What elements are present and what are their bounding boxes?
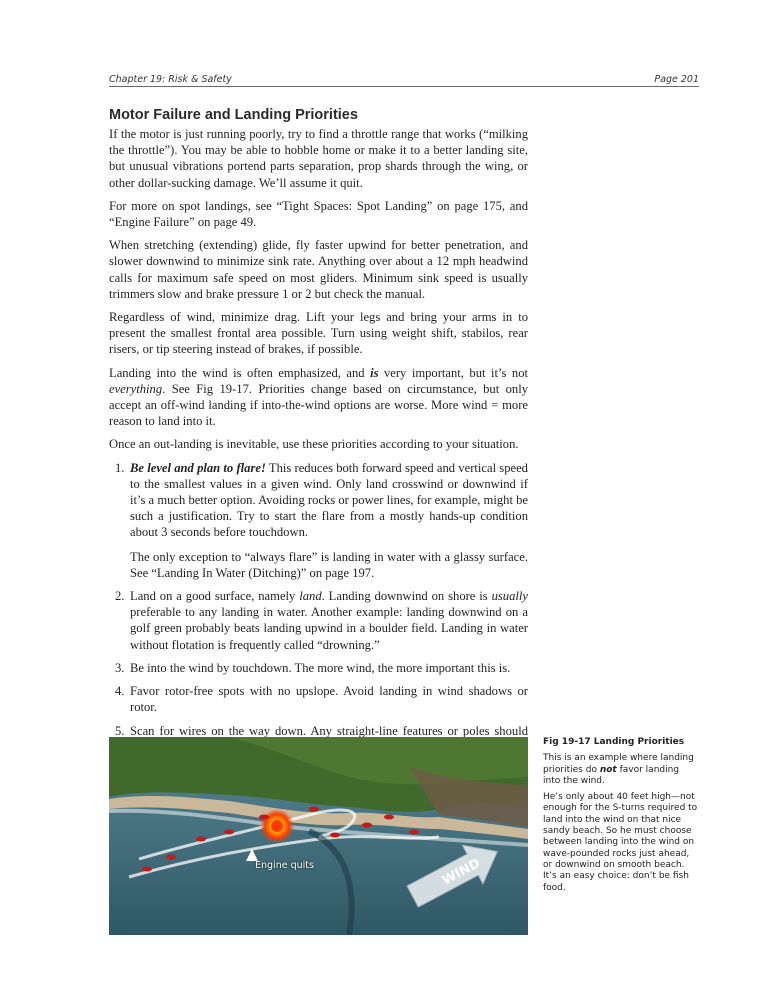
caption-title: Fig 19-17 Landing Priorities [543,737,685,747]
paragraph-stretching-glide: When stretching (extending) glide, fly faster upwind for better penetration, and slower downwind to minimize sink rate. Anything over about a 12 mph headwind calls for maximum safe speed on most gliders. Minimum sink speed is usually trimmers slow and brake pressure 1 or 2 but check the manual. [109,238,528,301]
paragraph-minimize-drag: Regardless of wind, minimize drag. Lift your legs and bring your arms in to present the smallest frontal area possible. Turn using weight shift, stabilos, rear risers, or tip steering instead of brakes, if possible. [109,310,528,357]
list-item-note: The only exception to “always flare” is landing in water with a glassy surface. See “Landing In Water (Ditching)” on page 197. [130,549,528,580]
list-item: 4. Favor rotor-free spots with no upslope. Avoid landing in wind shadows or rotor. [115,684,528,715]
section-title: Motor Failure and Landing Priorities [109,107,358,123]
list-item: 1. Be level and plan to flare! This reduces both forward speed and vertical speed to the smallest values in a given wind. Only land crosswind or downwind if it’s a much better option. Avoiding rocks or power lines, for example, might be such a justification. Try to start the flare from a mostly hands-up condition about 3 seconds before touchdown. The only exception to “always flare” is landing in water with a glassy surface. See “Landing In Water (Ditching)” on page 197. [115,460,528,580]
list-item: 5. Scan for wires on the way down. Any straight-line features or poles should [115,723,528,738]
list-item: 3. Be into the wind by touchdown. The more wind, the more important this is. [115,660,511,675]
wind-label: WIND [439,856,483,889]
body-text [109,126,528,785]
chapter-title: Chapter 19: Risk & Safety [109,74,232,85]
paragraph-into-wind: Landing into the wind is often emphasized, and is very important, but it’s not everything. See Fig 19-17. Priorities change based on circumstance, but only accept an off-wind landing if into-the-wind options are worse. More wind = more reason to land into it. [109,365,528,429]
paragraph-milking-throttle: If the motor is just running poorly, try to find a throttle range that works (“milking the throttle”). You may be able to hobble home or make it to a better landing site, but unusual vibrations portend parts separation, prop shards through the wing, or other dollar-sucking damage. We’ll assume it quit. [109,127,528,190]
caption-paragraph: He’s only about 40 feet high—not enough for the S-turns required to land into the wind on that nice sandy beach. So he must choose between landing into the wind on wave-pounded rocks just ahead, or downwind on smooth beach. It’s an easy choice: don’t be fish food. [543,792,698,893]
list-item: 2. Land on a good surface, namely land. Landing downwind on shore is usually preferable to any landing in water. Another example: landing downwind on a golf green probably beats landing upwind in a boulder field. Landing in water without flotation is frequently called “drowning.” [115,589,528,652]
page-number: Page 201 [654,74,699,85]
coastline-illustration [109,737,528,935]
header-rule [109,86,699,87]
priorities-list [109,460,528,778]
paragraph-out-landing: Once an out-landing is inevitable, use these priorities according to your situation. [109,437,519,452]
engine-quits-label: Engine quits [255,860,314,871]
figure-caption [543,737,699,899]
paragraph-spot-landings: For more on spot landings, see “Tight Spaces: Spot Landing” on page 175, and “Engine Failure” on page 49. [109,198,528,230]
caption-paragraph: This is an example where landing priorities do not favor landing into the wind. [543,753,694,786]
landing-priorities-figure [109,737,528,935]
